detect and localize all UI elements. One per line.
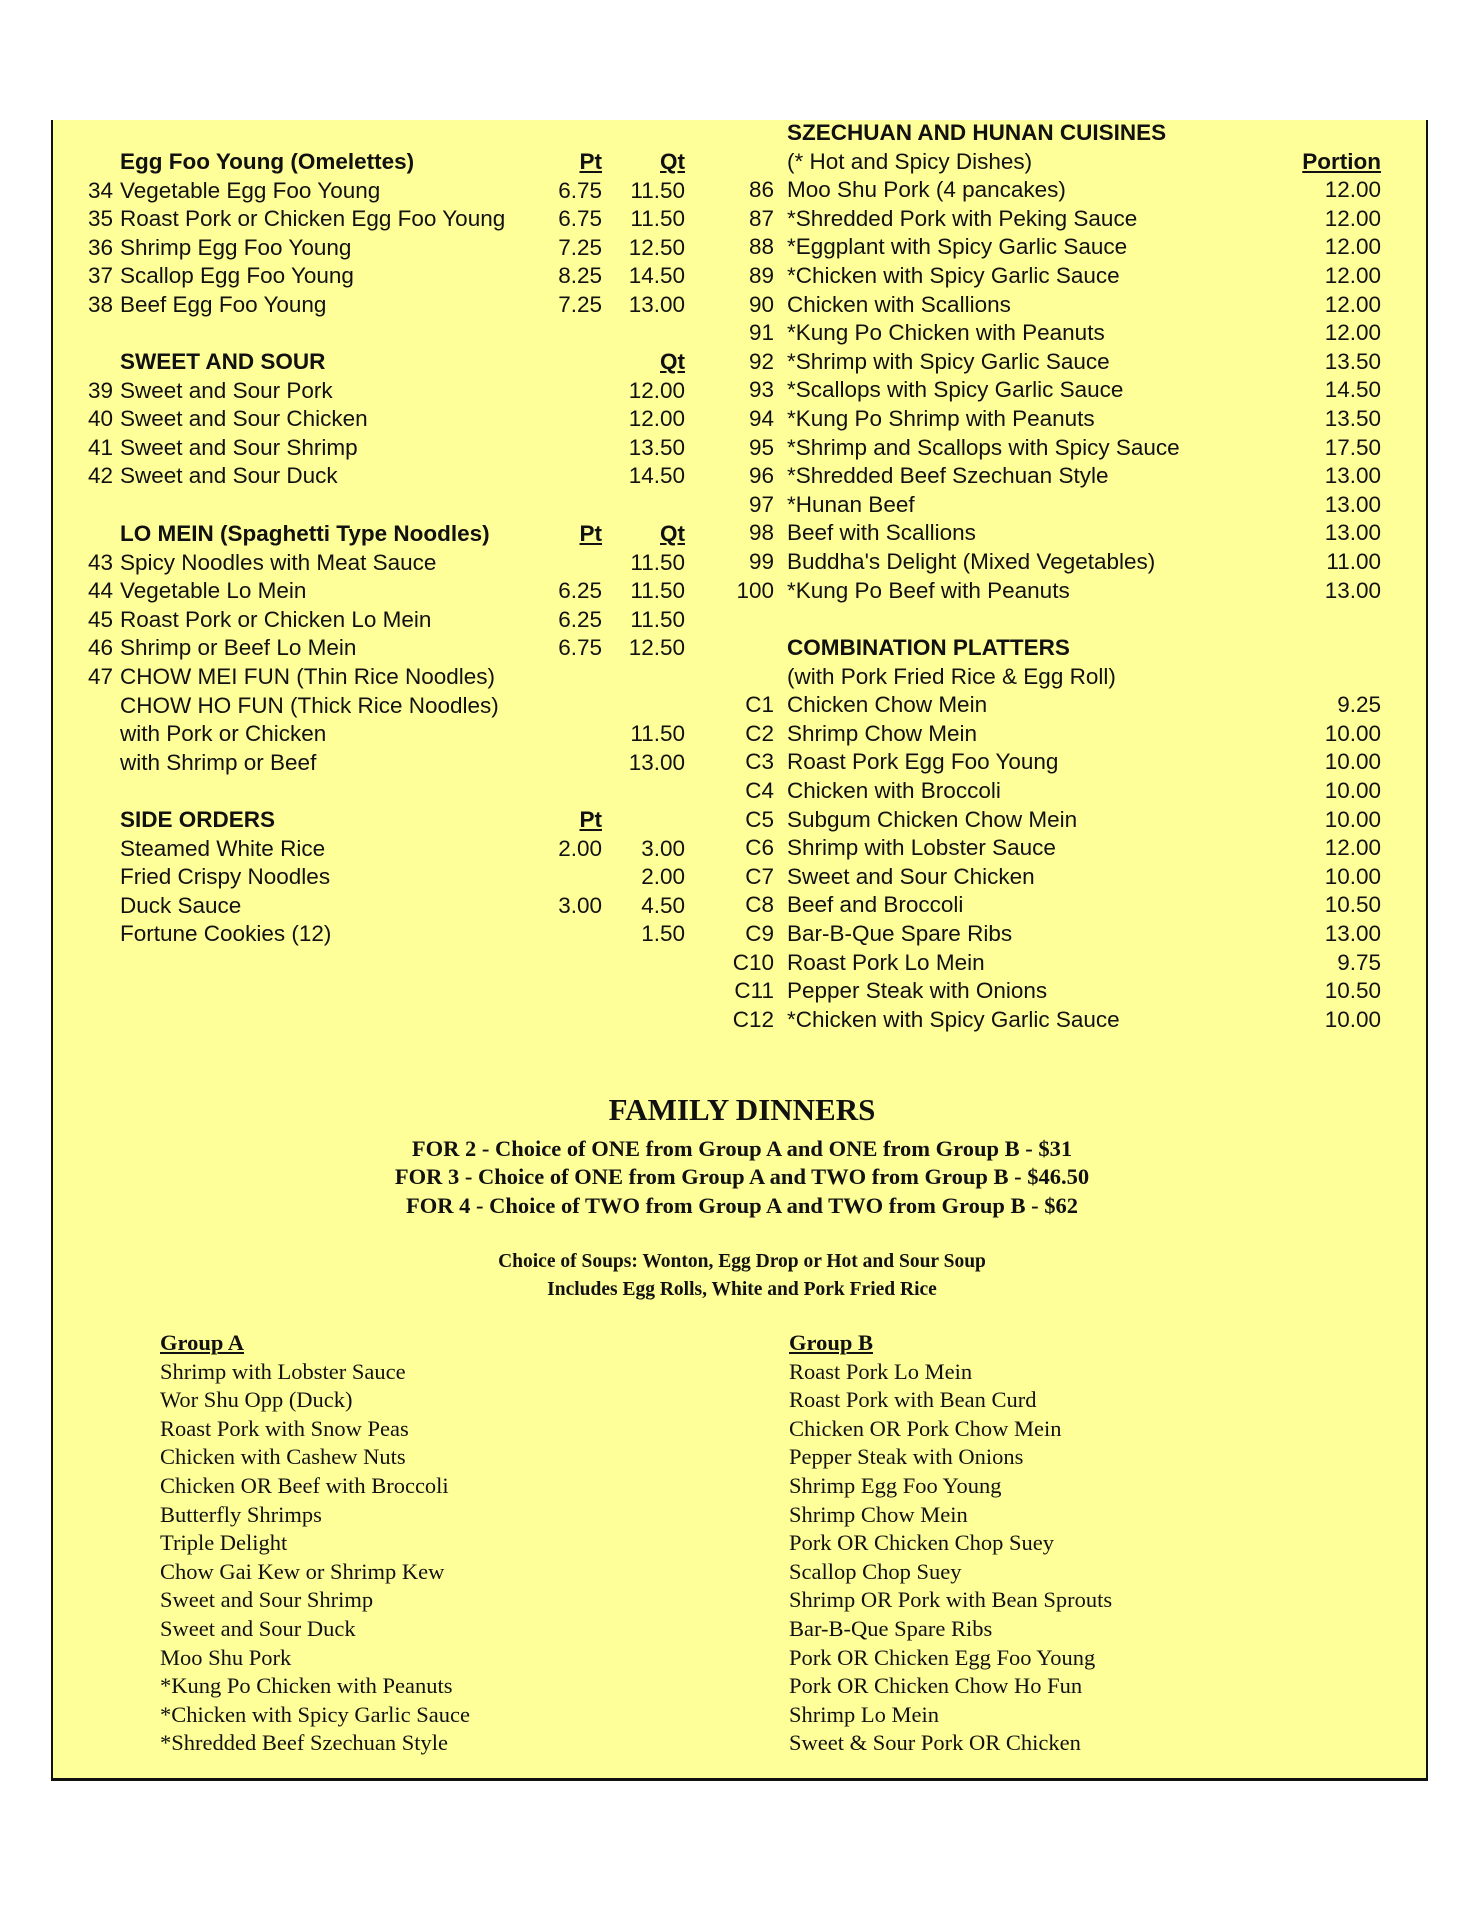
item-price: 10.00 — [1324, 778, 1381, 803]
item-number: C1 — [745, 692, 774, 718]
list-item: Pork OR Chicken Egg Foo Young — [789, 1644, 1096, 1670]
item-name: CHOW MEI FUN (Thin Rice Noodles) — [120, 664, 496, 689]
item-price: 13.50 — [1324, 348, 1381, 374]
item-name: Shrimp Chow Mein — [787, 720, 978, 746]
item-number: C12 — [732, 1006, 774, 1032]
item-number: 91 — [748, 320, 774, 346]
item-quart-price: 14.50 — [628, 263, 685, 289]
item-pint-price: 7.25 — [558, 292, 602, 317]
item-name: Sweet and Sour Duck — [120, 463, 338, 489]
item-name: Vegetable Lo Mein — [120, 578, 307, 604]
item-name: Buddha's Delight (Mixed Vegetables) — [787, 549, 1156, 574]
item-quart-price: 12.00 — [628, 377, 685, 403]
item-name: Duck Sauce — [120, 892, 242, 918]
family-dinner-option-2: FOR 2 - Choice of ONE from Group A and ONE from Group B - $31 — [411, 1136, 1073, 1161]
item-number: 42 — [87, 463, 113, 489]
item-number: 46 — [87, 635, 113, 661]
item-number: C11 — [734, 978, 774, 1004]
item-name: Steamed White Rice — [120, 835, 326, 861]
item-quart-price: 14.50 — [628, 463, 685, 489]
group-a-heading: Group A — [160, 1330, 244, 1355]
item-pint-price: 7.25 — [558, 234, 602, 260]
list-item: Chicken with Cashew Nuts — [160, 1444, 406, 1470]
item-price: 10.00 — [1324, 749, 1381, 775]
list-item: Shrimp Egg Foo Young — [789, 1472, 1002, 1498]
item-quart-price: 11.50 — [630, 177, 685, 203]
item-price: 13.00 — [1324, 921, 1381, 946]
item-name: Fried Crispy Noodles — [120, 864, 331, 890]
item-name: *Eggplant with Spicy Garlic Sauce — [787, 234, 1128, 260]
item-name: *Chicken with Spicy Garlic Sauce — [787, 263, 1120, 288]
list-item: Bar-B-Que Spare Ribs — [789, 1615, 993, 1641]
sweet-and-sour-heading: SWEET AND SOUR — [120, 349, 326, 374]
list-item: Shrimp Chow Mein — [789, 1501, 968, 1527]
item-name: Moo Shu Pork (4 pancakes) — [787, 177, 1066, 203]
item-number: C10 — [732, 949, 774, 975]
item-price: 14.50 — [1324, 377, 1381, 403]
list-item: Pork OR Chicken Chop Suey — [789, 1530, 1055, 1556]
item-number: C9 — [745, 921, 774, 946]
item-name: Beef Egg Foo Young — [120, 292, 327, 317]
item-number: 37 — [87, 263, 113, 289]
item-name: *Shredded Pork with Peking Sauce — [787, 205, 1138, 231]
item-name: *Kung Po Beef with Peanuts — [787, 577, 1070, 603]
item-quart-price: 12.50 — [628, 635, 685, 661]
item-number: 89 — [748, 263, 774, 288]
list-item: *Chicken with Spicy Garlic Sauce — [160, 1701, 470, 1727]
item-pint-price: 6.75 — [558, 635, 602, 661]
item-pint-price: 6.75 — [558, 206, 602, 232]
list-item: Shrimp OR Pork with Bean Sprouts — [789, 1587, 1113, 1613]
item-name: CHOW HO FUN (Thick Rice Noodles) — [120, 692, 499, 718]
item-name: Scallop Egg Foo Young — [120, 263, 354, 289]
list-item: Sweet and Sour Duck — [160, 1615, 356, 1641]
item-quart-price: 4.50 — [641, 892, 685, 918]
item-name: Bar-B-Que Spare Ribs — [787, 921, 1013, 946]
egg-foo-young-qt-header: Qt — [660, 149, 685, 174]
item-name: Beef and Broccoli — [787, 892, 964, 918]
item-name: Beef with Scallions — [787, 520, 976, 546]
item-quart-price: 11.50 — [630, 606, 685, 632]
item-number: 100 — [736, 577, 774, 603]
item-name: Sweet and Sour Pork — [120, 377, 333, 403]
list-item: Chow Gai Kew or Shrimp Kew — [160, 1558, 445, 1584]
item-name: *Shrimp with Spicy Garlic Sauce — [787, 348, 1110, 374]
item-number: C8 — [745, 892, 774, 918]
item-name: Shrimp or Beef Lo Mein — [120, 635, 357, 661]
item-name: with Pork or Chicken — [120, 721, 327, 747]
item-number: 94 — [748, 406, 774, 431]
item-name: Chicken with Broccoli — [787, 778, 1001, 803]
list-item: Wor Shu Opp (Duck) — [160, 1387, 353, 1413]
family-dinner-option-3: FOR 3 - Choice of ONE from Group A and TWO from Group B - $46.50 — [394, 1164, 1090, 1189]
item-number: C5 — [745, 806, 774, 832]
item-name: Roast Pork or Chicken Egg Foo Young — [120, 206, 506, 232]
item-number: 47 — [87, 664, 113, 689]
combination-platters-heading: COMBINATION PLATTERS — [787, 635, 1070, 660]
item-number: 36 — [87, 234, 113, 260]
list-item: Sweet & Sour Pork OR Chicken — [789, 1730, 1081, 1756]
item-price: 12.00 — [1324, 835, 1381, 861]
item-number: 39 — [87, 377, 113, 403]
item-name: *Kung Po Shrimp with Peanuts — [787, 406, 1095, 431]
family-dinner-soups: Choice of Soups: Wonton, Egg Drop or Hot and Sour Soup — [498, 1251, 986, 1272]
item-name: Fortune Cookies (12) — [120, 921, 332, 947]
item-number: 43 — [87, 549, 113, 575]
list-item: Moo Shu Pork — [160, 1644, 292, 1670]
item-number: 93 — [748, 377, 774, 403]
family-dinner-includes: Includes Egg Rolls, White and Pork Fried Rice — [547, 1279, 937, 1300]
list-item: Triple Delight — [160, 1530, 288, 1556]
item-price: 10.00 — [1324, 806, 1381, 832]
item-name: Chicken with Scallions — [787, 291, 1011, 317]
item-number: 96 — [748, 463, 774, 489]
item-quart-price: 13.50 — [628, 434, 685, 460]
item-quart-price: 13.00 — [628, 749, 685, 775]
item-price: 13.00 — [1324, 463, 1381, 489]
item-price: 17.50 — [1324, 434, 1381, 460]
item-price: 10.00 — [1324, 720, 1381, 746]
egg-foo-young-heading: Egg Foo Young (Omelettes) — [120, 149, 415, 174]
item-number: 38 — [87, 292, 113, 317]
item-name: Sweet and Sour Chicken — [787, 863, 1035, 889]
list-item: Chicken OR Pork Chow Mein — [789, 1415, 1062, 1441]
item-name: *Chicken with Spicy Garlic Sauce — [787, 1006, 1120, 1032]
item-pint-price: 6.25 — [558, 606, 602, 632]
item-quart-price: 13.00 — [628, 292, 685, 317]
item-number: 86 — [748, 177, 774, 203]
sweet-and-sour-qt-header: Qt — [660, 349, 685, 374]
item-name: Sweet and Sour Shrimp — [120, 434, 358, 460]
list-item: Roast Pork with Bean Curd — [789, 1387, 1037, 1413]
item-name: Vegetable Egg Foo Young — [120, 177, 381, 203]
item-number: 45 — [87, 606, 113, 632]
item-price: 13.00 — [1324, 520, 1381, 546]
group-b-list — [789, 1329, 1112, 1758]
list-item: Sweet and Sour Shrimp — [160, 1587, 374, 1613]
szechuan-hunan-portion-header: Portion — [1302, 148, 1381, 174]
lo-mein-qt-header: Qt — [660, 521, 685, 546]
item-price: 10.00 — [1324, 863, 1381, 889]
item-number: 88 — [748, 234, 774, 260]
list-item: Pork OR Chicken Chow Ho Fun — [789, 1673, 1083, 1699]
item-pint-price: 3.00 — [558, 892, 602, 918]
list-item: *Shredded Beef Szechuan Style — [160, 1730, 449, 1756]
item-name: *Kung Po Chicken with Peanuts — [787, 320, 1105, 346]
item-quart-price: 11.50 — [630, 549, 685, 575]
lo-mein-heading: LO MEIN (Spaghetti Type Noodles) — [120, 521, 490, 546]
item-name: Shrimp Egg Foo Young — [120, 234, 352, 260]
item-pint-price: 8.25 — [558, 263, 602, 289]
group-b-heading: Group B — [789, 1330, 873, 1355]
item-number: 34 — [87, 177, 113, 203]
item-number: 35 — [87, 206, 113, 232]
item-price: 13.50 — [1324, 406, 1381, 431]
item-quart-price: 11.50 — [630, 206, 685, 232]
item-number: 41 — [87, 434, 113, 460]
item-number: 95 — [748, 434, 774, 460]
item-price: 10.00 — [1324, 1006, 1381, 1032]
side-orders-pt-header: Pt — [579, 807, 602, 832]
egg-foo-young-pt-header: Pt — [579, 149, 602, 174]
list-item: Scallop Chop Suey — [789, 1558, 962, 1584]
szechuan-hunan-subheading: (* Hot and Spicy Dishes) — [787, 148, 1033, 174]
item-pint-price: 6.75 — [558, 177, 602, 203]
item-quart-price: 3.00 — [641, 835, 685, 861]
item-number: 40 — [87, 406, 113, 432]
item-number: 44 — [87, 578, 113, 604]
side-orders-heading: SIDE ORDERS — [120, 807, 276, 832]
item-price: 12.00 — [1324, 320, 1381, 346]
list-item: Butterfly Shrimps — [160, 1501, 322, 1527]
item-price: 12.00 — [1324, 205, 1381, 231]
item-price: 12.00 — [1324, 263, 1381, 288]
item-number: C7 — [745, 863, 774, 889]
item-price: 12.00 — [1324, 234, 1381, 260]
item-name: *Scallops with Spicy Garlic Sauce — [787, 377, 1124, 403]
item-quart-price: 11.50 — [630, 721, 685, 747]
item-price: 9.75 — [1337, 949, 1381, 975]
item-number: C4 — [745, 778, 774, 803]
item-number: C6 — [745, 835, 774, 861]
group-a-list — [160, 1329, 470, 1758]
list-item: Roast Pork Lo Mein — [789, 1358, 973, 1384]
item-price: 11.00 — [1326, 549, 1381, 574]
item-pint-price: 2.00 — [558, 835, 602, 861]
item-price: 13.00 — [1324, 577, 1381, 603]
list-item: Shrimp with Lobster Sauce — [160, 1358, 406, 1384]
item-name: Roast Pork Egg Foo Young — [787, 749, 1059, 775]
item-quart-price: 1.50 — [641, 921, 685, 947]
item-price: 9.25 — [1337, 692, 1381, 718]
item-name: Pepper Steak with Onions — [787, 978, 1048, 1004]
item-name: Spicy Noodles with Meat Sauce — [120, 549, 437, 575]
item-name: Shrimp with Lobster Sauce — [787, 835, 1056, 861]
item-price: 10.50 — [1324, 892, 1381, 918]
item-price: 13.00 — [1324, 491, 1381, 517]
item-price: 12.00 — [1324, 177, 1381, 203]
item-price: 10.50 — [1324, 978, 1381, 1004]
item-quart-price: 2.00 — [641, 864, 685, 890]
item-quart-price: 12.50 — [628, 234, 685, 260]
item-name: *Shredded Beef Szechuan Style — [787, 463, 1109, 489]
szechuan-hunan-heading: SZECHUAN AND HUNAN CUISINES — [787, 120, 1167, 145]
item-number: 87 — [748, 205, 774, 231]
item-pint-price: 6.25 — [558, 578, 602, 604]
item-name: with Shrimp or Beef — [120, 749, 317, 775]
item-number: 97 — [748, 491, 774, 517]
combination-platters-subheading: (with Pork Fried Rice & Egg Roll) — [787, 663, 1116, 689]
item-number: C3 — [745, 749, 774, 775]
list-item: Chicken OR Beef with Broccoli — [160, 1472, 449, 1498]
item-number: 99 — [748, 549, 774, 574]
item-name: Subgum Chicken Chow Mein — [787, 806, 1078, 832]
item-name: *Shrimp and Scallops with Spicy Sauce — [787, 434, 1180, 460]
item-quart-price: 12.00 — [628, 406, 685, 432]
item-quart-price: 11.50 — [630, 578, 685, 604]
item-name: Chicken Chow Mein — [787, 692, 988, 718]
item-number: 90 — [748, 291, 774, 317]
family-dinner-option-4: FOR 4 - Choice of TWO from Group A and TWO from Group B - $62 — [406, 1193, 1078, 1218]
item-number: C2 — [745, 720, 774, 746]
list-item: Pepper Steak with Onions — [789, 1444, 1024, 1470]
list-item: Shrimp Lo Mein — [789, 1701, 939, 1727]
item-name: *Hunan Beef — [787, 491, 915, 517]
item-name: Roast Pork Lo Mein — [787, 949, 985, 975]
lo-mein-pt-header: Pt — [579, 521, 602, 546]
item-name: Sweet and Sour Chicken — [120, 406, 368, 432]
list-item: *Kung Po Chicken with Peanuts — [160, 1673, 453, 1699]
item-number: 98 — [748, 520, 774, 546]
item-name: Roast Pork or Chicken Lo Mein — [120, 606, 432, 632]
item-number: 92 — [748, 348, 774, 374]
family-dinners-title: FAMILY DINNERS — [608, 1092, 876, 1127]
list-item: Roast Pork with Snow Peas — [160, 1415, 409, 1441]
item-price: 12.00 — [1324, 291, 1381, 317]
